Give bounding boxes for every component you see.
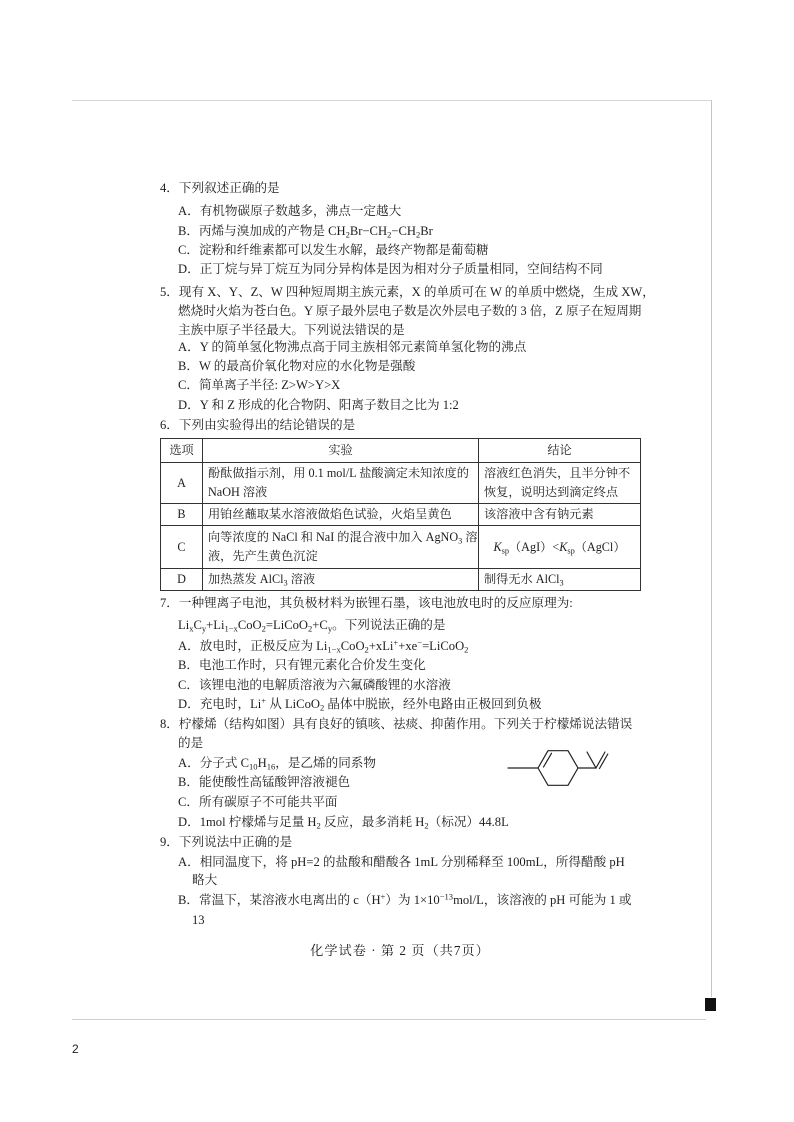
text-run: Li [178, 618, 190, 632]
q4-option-b [178, 223, 433, 239]
subscript: 2 [319, 702, 325, 713]
text-run: +xLi [368, 639, 394, 653]
cell-line [484, 570, 635, 589]
q5-option-c: C．简单离子半径: Z>W>Y>X [178, 378, 341, 392]
row-experiment [203, 463, 479, 504]
subscript: x [189, 623, 194, 634]
subscript: 10 [249, 761, 258, 772]
row-experiment [203, 526, 479, 569]
q7-option-c: C．该锂电池的电解质溶液为六氟磷酸锂的水溶液 [178, 678, 451, 692]
cell-line [484, 538, 635, 557]
text-run: CoO [340, 639, 365, 653]
q5-stem-line-3: 主族中原子半径最大。下列说法错误的是 [178, 323, 405, 337]
subscript: 3 [283, 578, 288, 588]
cell-line: 恢复，说明达到滴定终点 [484, 485, 619, 499]
q5-stem-line-1: 5．现有 X、Y、Z、W 四种短周期主族元素，X 的单质可在 W 的单质中燃烧，生成 XW， [160, 285, 655, 299]
q8-option-d [178, 814, 509, 830]
cell-line [208, 570, 473, 589]
q8-option-b: B．能使酸性高锰酸钾溶液褪色 [178, 775, 351, 789]
row-option: A [161, 463, 203, 504]
text-run: =LiCoO [265, 618, 309, 632]
scan-edge-right [711, 100, 712, 997]
text-run: C [193, 618, 202, 632]
subscript: 3 [458, 536, 463, 546]
text-run: B．常温下，某溶液水电离出的 c（H [178, 893, 381, 907]
table-row [161, 569, 641, 591]
subscript: 2 [316, 820, 321, 831]
superscript: + [261, 695, 267, 706]
subscript: 16 [266, 761, 276, 772]
scan-edge-bottom [72, 1019, 706, 1020]
header-experiment: 实验 [203, 439, 479, 463]
table-row [161, 504, 641, 526]
subscript: 3 [559, 578, 564, 588]
q8-option-c: C．所有碳原子不可能共平面 [178, 795, 338, 809]
italic-symbol: K [493, 539, 502, 554]
text-run: 向等浓度的 NaCl 和 NaI 的混合液中加入 AgNO [208, 530, 459, 544]
q7-option-a [178, 638, 468, 654]
q4-stem: 4．下列叙述正确的是 [160, 181, 280, 195]
row-option: C [161, 526, 203, 569]
row-option: B [161, 504, 203, 526]
text-run: 反应，最多消耗 H [320, 815, 425, 829]
q7-option-d [178, 696, 542, 712]
text-run: Br−CH [349, 224, 388, 238]
cell-line [208, 528, 478, 547]
q4-option-a: A．有机物碳原子数越多，沸点一定越大 [178, 204, 402, 218]
cell-line: 溶液红色消失，且半分钟不 [484, 466, 631, 480]
text-run: 溶 [462, 530, 478, 544]
superscript: −13 [439, 891, 454, 902]
text-run: （AgI）< [509, 539, 560, 554]
table-header-row [161, 439, 641, 463]
superscript: − [417, 637, 423, 648]
q7-stem-line-1: 7．一种锂离子电池，其负极材料为嵌锂石墨，该电池放电时的反应原理为: [160, 596, 573, 610]
subscript: sp [501, 545, 509, 555]
superscript: + [380, 891, 386, 902]
text-run: D．充电时，Li [178, 697, 262, 711]
text-run: D．1mol 柠檬烯与足量 H [178, 815, 317, 829]
row-experiment [203, 504, 479, 526]
text-run: 。下列说法正确的是 [332, 618, 446, 632]
q7-stem-line-2 [178, 617, 445, 633]
q8-stem-line-2: 的是 [178, 736, 204, 750]
subscript: 2 [345, 229, 350, 240]
text-run: B．丙烯与溴加成的产物是 CH [178, 224, 346, 238]
subscript: 2 [261, 623, 266, 634]
row-experiment [203, 569, 479, 591]
subscript: sp [567, 545, 575, 555]
text-run: ）为 1×10 [385, 893, 440, 907]
subscript: y [201, 623, 207, 634]
text-run: A．分子式 C [178, 756, 250, 770]
header-option: 选项 [161, 439, 203, 463]
q9-option-b-line-2: 13 [192, 913, 205, 927]
text-run: （标况）44.8L [428, 815, 509, 829]
q9-option-a-line-2: 略大 [192, 873, 218, 887]
superscript: + [393, 637, 399, 648]
registration-mark [705, 998, 716, 1011]
text-run: +Li [206, 618, 225, 632]
q6-stem: 6．下列由实验得出的结论错误的是 [160, 418, 356, 432]
vinylidene-double-bond [600, 754, 608, 769]
cell-line: 该溶液中含有钠元素 [484, 507, 594, 521]
methyl-branch-bond [587, 752, 596, 768]
subscript: 1−x [224, 623, 238, 634]
cell-line: 酚酞做指示剂，用 0.1 mol/L 盐酸滴定未知浓度的 [208, 466, 469, 480]
q9-option-a-line-1: A．相同温度下，将 pH=2 的盐酸和醋酸各 1mL 分别稀释至 100mL，所得醋酸 pH [178, 855, 625, 869]
q4-option-c: C．淀粉和纤维素都可以发生水解，最终产物都是葡萄糖 [178, 243, 489, 257]
subscript: 2 [364, 644, 369, 655]
text-run: +xe [398, 639, 418, 653]
q5-option-b: B．W 的最高价氧化物对应的水化物是强酸 [178, 359, 416, 373]
header-conclusion: 结论 [479, 439, 641, 463]
q8-stem-line-1: 8．柠檬烯（结构如图）具有良好的镇咳、祛痰、抑菌作用。下列关于柠檬烯说法错误 [160, 717, 633, 731]
row-conclusion [479, 504, 641, 526]
q5-stem-line-2: 燃烧时火焰为苍白色。Y 原子最外层电子数是次外层电子数的 3 倍，Z 原子在短周期 [178, 304, 642, 318]
text-run: =LiCoO [422, 639, 465, 653]
q8-option-a [178, 755, 376, 771]
cell-line: 液，先产生黄色沉淀 [208, 549, 318, 563]
row-conclusion [479, 569, 641, 591]
cyclohexene-ring [538, 751, 578, 786]
table-row [161, 463, 641, 504]
text-run: mol/L，该溶液的 pH 可能为 1 或 [453, 893, 632, 907]
row-option: D [161, 569, 203, 591]
text-run: Br [420, 224, 433, 238]
q7-option-b: B．电池工作时，只有锂元素化合价发生变化 [178, 658, 426, 672]
text-run: 溶液 [287, 572, 316, 586]
text-run: 加热蒸发 AlCl [208, 572, 284, 586]
table-row [161, 526, 641, 569]
page-footer: 化学试卷 · 第 2 页（共7页） [310, 943, 490, 958]
page-number: 2 [72, 1042, 79, 1056]
row-conclusion [479, 463, 641, 504]
limonene-structure-diagram [500, 745, 615, 790]
text-run: CoO [237, 618, 262, 632]
subscript: 2 [308, 623, 313, 634]
cell-line: NaOH 溶液 [208, 485, 268, 499]
scan-edge-top [72, 100, 712, 101]
subscript: 2 [464, 644, 469, 655]
q5-option-d: D．Y 和 Z 形成的化合物阴、阳离子数目之比为 1:2 [178, 398, 459, 412]
text-run: 晶体中脱嵌，经外电路由正极回到负极 [324, 697, 542, 711]
q9-stem: 9．下列说法中正确的是 [160, 835, 293, 849]
text-run: （AgCl） [574, 539, 626, 554]
text-run: A．放电时，正极反应为 Li [178, 639, 328, 653]
subscript: 2 [387, 229, 392, 240]
subscript: 2 [415, 229, 421, 240]
subscript: 1−x [327, 644, 341, 655]
italic-symbol: K [559, 539, 568, 554]
subscript: y [327, 623, 333, 634]
row-conclusion [479, 526, 641, 569]
text-run: ，是乙烯的同系物 [275, 756, 376, 770]
text-run: −CH [391, 224, 416, 238]
q9-option-b-line-1 [178, 892, 632, 908]
text-run: H [257, 756, 267, 770]
q5-option-a: A．Y 的简单氢化物沸点高于同主族相邻元素简单氢化物的沸点 [178, 340, 527, 354]
cell-line: 用铂丝蘸取某水溶液做焰色试验，火焰呈黄色 [208, 507, 452, 521]
text-run: 从 LiCoO [266, 697, 320, 711]
experiment-table [160, 438, 641, 591]
q4-option-d: D．正丁烷与异丁烷互为同分异构体是因为相对分子质量相同，空间结构不同 [178, 262, 603, 276]
text-run: +C [312, 618, 328, 632]
subscript: 2 [424, 820, 429, 831]
text-run: 制得无水 AlCl [484, 572, 560, 586]
